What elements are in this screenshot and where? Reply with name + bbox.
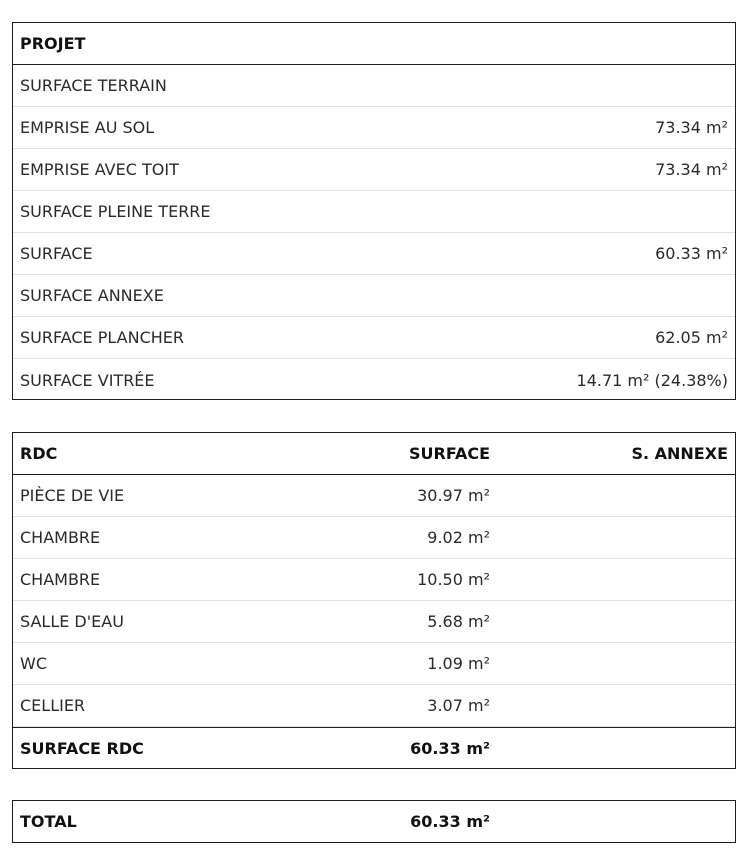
projet-row-label: SURFACE PLANCHER <box>20 328 185 347</box>
rdc-row <box>13 559 735 601</box>
projet-row <box>13 275 735 317</box>
projet-row <box>13 233 735 275</box>
projet-header: PROJET <box>20 34 86 53</box>
projet-row <box>13 191 735 233</box>
rdc-row <box>13 475 735 517</box>
projet-row <box>13 317 735 359</box>
projet-row-label: SURFACE VITRÉE <box>20 370 155 390</box>
rdc-row <box>13 601 735 643</box>
projet-row-label: EMPRISE AU SOL <box>20 118 155 137</box>
projet-row-value: 60.33 m² <box>655 244 728 263</box>
rdc-header-row <box>13 433 735 475</box>
projet-row-label: SURFACE PLEINE TERRE <box>20 202 211 221</box>
rdc-room-name: CHAMBRE <box>20 528 101 547</box>
projet-row <box>13 149 735 191</box>
total-row <box>13 801 735 842</box>
rdc-room-name: SALLE D'EAU <box>20 612 124 631</box>
rdc-footer-surface: 60.33 m² <box>410 739 490 758</box>
rdc-room-surface: 1.09 m² <box>427 654 490 673</box>
rdc-table <box>12 432 736 769</box>
rdc-row <box>13 517 735 559</box>
projet-row-label: SURFACE ANNEXE <box>20 286 164 305</box>
projet-row <box>13 359 735 401</box>
projet-row <box>13 107 735 149</box>
projet-row-label: SURFACE TERRAIN <box>20 76 167 95</box>
projet-row-label: EMPRISE AVEC TOIT <box>20 160 179 179</box>
rdc-row <box>13 685 735 727</box>
projet-row-label: SURFACE <box>20 244 93 263</box>
rdc-room-surface: 9.02 m² <box>427 528 490 547</box>
rdc-room-name: CHAMBRE <box>20 570 101 589</box>
rdc-room-surface: 3.07 m² <box>427 696 490 715</box>
rdc-row <box>13 643 735 685</box>
rdc-room-name: WC <box>20 654 47 673</box>
rdc-header-surface: SURFACE <box>409 444 490 463</box>
projet-row-value: 73.34 m² <box>655 118 728 137</box>
rdc-room-name: PIÈCE DE VIE <box>20 486 125 505</box>
rdc-header-annexe: S. ANNEXE <box>631 444 728 463</box>
projet-table <box>12 22 736 400</box>
total-surface: 60.33 m² <box>410 812 490 831</box>
rdc-footer-row <box>13 727 735 769</box>
projet-row-value: 62.05 m² <box>655 328 728 347</box>
projet-row-value: 73.34 m² <box>655 160 728 179</box>
projet-row-value: 14.71 m² (24.38%) <box>576 370 728 390</box>
rdc-room-surface: 30.97 m² <box>417 486 490 505</box>
total-table <box>12 800 736 843</box>
projet-row <box>13 65 735 107</box>
projet-header-row <box>13 23 735 65</box>
rdc-room-surface: 10.50 m² <box>417 570 490 589</box>
rdc-room-surface: 5.68 m² <box>427 612 490 631</box>
rdc-header-name: RDC <box>20 444 58 463</box>
rdc-footer-name: SURFACE RDC <box>20 739 144 758</box>
total-label: TOTAL <box>20 812 77 831</box>
rdc-room-name: CELLIER <box>20 696 86 715</box>
